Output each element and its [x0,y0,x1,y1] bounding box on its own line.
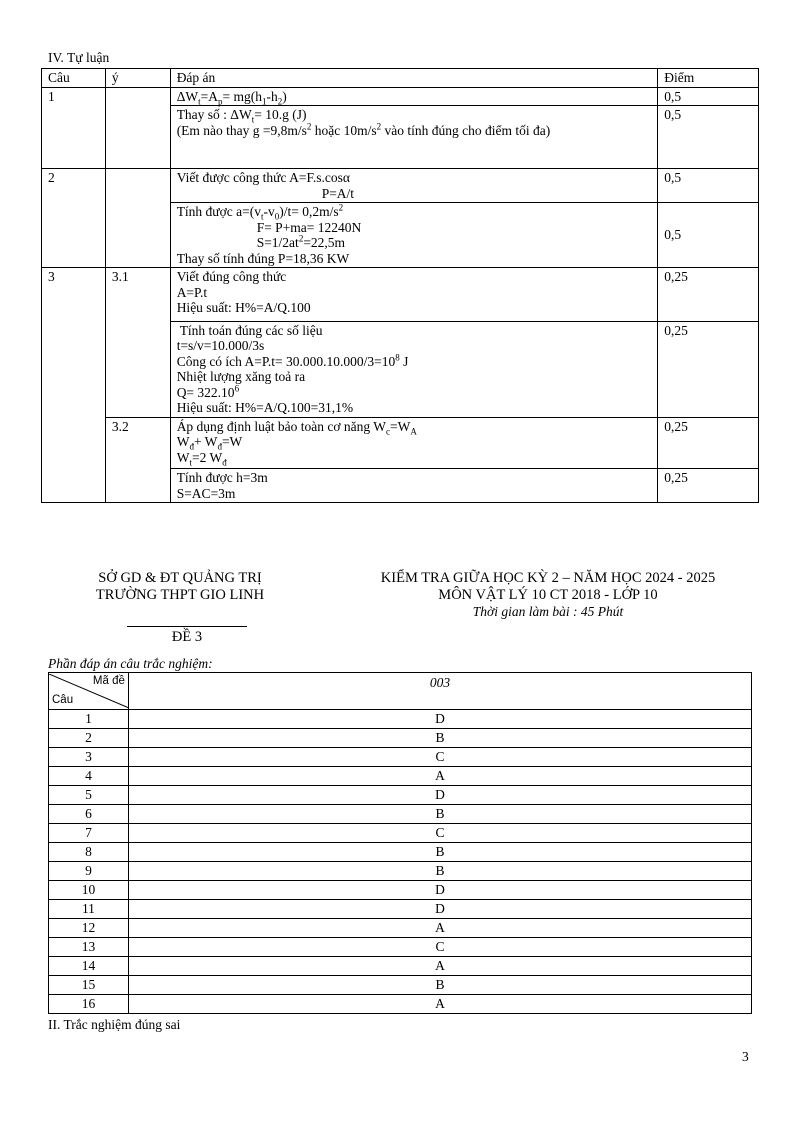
q3-answer-2: Tính toán đúng các số liệu t=s/v=10.000/3s Công có ích $A=P.t= 30.000.10.000/3=10^8$ J Nhiệt lượng xăng toả ra $Q= 322.10^6$ Hiệu suất: H%=A/Q.100=31,1% [170,321,658,417]
exam-subject: MÔN VẬT LÝ 10 CT 2018 - LỚP 10 [438,587,658,603]
table-row [49,710,752,729]
answer-letter: B [128,805,751,824]
q1-score-2: 0,5 [658,106,759,169]
table-row [49,767,752,786]
header-cau: Câu [42,69,106,88]
essay-answer-table [41,68,759,503]
q1-answer-1: $\Delta W_t=A_p= mg(h_1-h_2)$ [170,87,658,106]
table-row [49,729,752,748]
question-number: 3 [49,748,129,767]
mcq-exam-code: 003 [128,673,751,710]
department-name: SỞ GD & ĐT QUẢNG TRỊ [98,570,262,586]
exam-title: KIỂM TRA GIỮA HỌC KỲ 2 – NĂM HỌC 2024 - 2025 [380,570,716,586]
table-header-row [42,69,759,88]
question-number: 6 [49,805,129,824]
question-number: 8 [49,843,129,862]
table-row [42,268,759,322]
q1-sub [105,87,170,169]
corner-cau: Câu [52,694,74,706]
header-divider [127,626,247,627]
answer-letter: A [128,767,751,786]
page-number: 3 [742,1049,749,1064]
question-number: 9 [49,862,129,881]
essay-heading: IV. Tự luận [48,50,110,65]
q1-number: 1 [42,87,106,169]
corner-ma-de: Mã đề [92,675,125,687]
answer-letter: A [128,995,751,1014]
question-number: 16 [49,995,129,1014]
q3-sub-1: 3.1 [105,268,170,418]
table-row [49,976,752,995]
answer-letter: D [128,786,751,805]
mcq-caption: Phần đáp án câu trắc nghiệm: [48,656,213,671]
exam-title-block [340,570,756,619]
table-row [49,748,752,767]
table-row [49,805,752,824]
answer-letter: B [128,976,751,995]
q3-answer-1: Viết đúng công thức A=P.t Hiệu suất: H%=A/Q.100 [170,268,658,322]
q3-sub-2: 3.2 [105,417,170,503]
q3-score-1: 0,25 [658,268,759,322]
question-number: 14 [49,957,129,976]
table-row [49,995,752,1014]
mcq-answer-table [48,672,752,1014]
table-row [42,169,759,203]
question-number: 10 [49,881,129,900]
q3-number: 3 [42,268,106,503]
question-number: 13 [49,938,129,957]
header-dap-an: Đáp án [170,69,658,88]
school-header [70,570,290,604]
question-number: 1 [49,710,129,729]
table-row [49,786,752,805]
answer-letter: D [128,900,751,919]
q2-score-2: 0,5 [658,203,759,268]
answer-letter: B [128,862,751,881]
question-number: 4 [49,767,129,786]
table-row [42,417,759,469]
answer-letter: D [128,710,751,729]
q3-answer-3: Áp dụng định luật bảo toàn cơ năng $W_c=W_A$ $W_đ+ W_đ=W$ $W_t=2$ $W_đ$ [170,417,658,469]
question-number: 11 [49,900,129,919]
answer-letter: A [128,919,751,938]
q2-sub [105,169,170,268]
q3-score-3: 0,25 [658,417,759,469]
header-y: ý [105,69,170,88]
table-row [49,881,752,900]
q2-answer-1: Viết được công thức A=F.s.cosα P=A/t [170,169,658,203]
table-row [42,87,759,106]
answer-letter: C [128,938,751,957]
school-name: TRƯỜNG THPT GIO LINH [95,587,265,603]
exam-code-label: ĐỀ 3 [171,629,203,645]
q2-answer-2: Tính được $a=(v_t-v_0)/t= 0,2m/s^2$ F= P+ma= 12240N $S=1/2at^2=22,5m$ Thay số tính đúng P=18,36 KW [170,203,658,268]
table-row [49,957,752,976]
q2-number: 2 [42,169,106,268]
question-number: 2 [49,729,129,748]
q3-score-2: 0,25 [658,321,759,417]
question-number: 7 [49,824,129,843]
q1-score-1: 0,5 [658,87,759,106]
question-number: 15 [49,976,129,995]
answer-letter: B [128,729,751,748]
q3-score-4: 0,25 [658,469,759,503]
table-row [49,824,752,843]
question-number: 12 [49,919,129,938]
mcq-header-row [49,673,752,710]
q1-answer-2: Thay số : $\Delta W_t= 10.g$ (J) (Em nào thay $g =9,8m/s^2$ hoặc $10m/s^2$ vào tính đúng cho điểm tối đa) [170,106,658,169]
answer-letter: A [128,957,751,976]
table-row [49,843,752,862]
table-row [49,862,752,881]
table-row [49,900,752,919]
answer-letter: C [128,748,751,767]
mcq-corner-cell [49,673,129,710]
table-row [49,938,752,957]
exam-duration: Thời gian làm bài : 45 Phút [472,604,624,619]
header-diem: Điểm [658,69,759,88]
answer-letter: B [128,843,751,862]
q3-answer-4: Tính được h=3m S=AC=3m [170,469,658,503]
q2-score-1: 0,5 [658,169,759,203]
answer-letter: D [128,881,751,900]
table-row [49,919,752,938]
question-number: 5 [49,786,129,805]
answer-letter: C [128,824,751,843]
true-false-heading: II. Trắc nghiệm đúng sai [48,1017,181,1032]
